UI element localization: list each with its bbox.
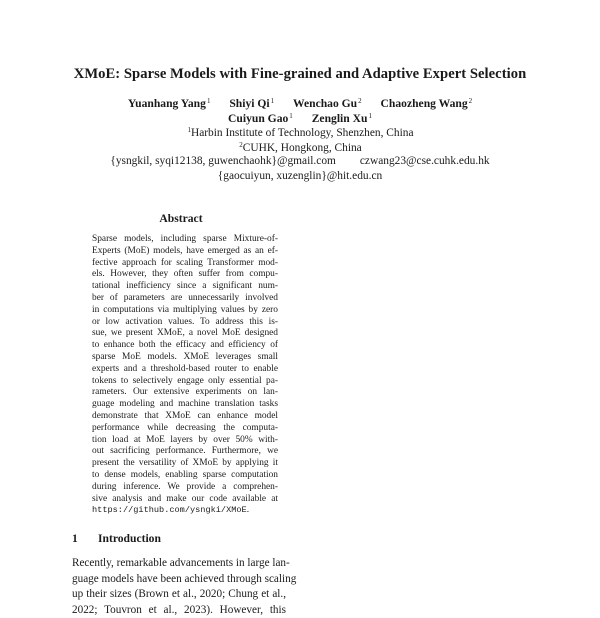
email-gmail: {ysngkil, syqi12138, guwenchaohk}@gmail.com	[110, 155, 335, 167]
introduction-line: guage models have been achieved through scaling	[72, 572, 286, 588]
abstract-line: ber of parameters are unnecessarily involved	[92, 293, 278, 305]
abstract-body	[92, 234, 278, 517]
abstract-line: tational inefficiency since a significant num-	[92, 281, 278, 293]
code-link[interactable]: https://github.com/ysngki/XMoE	[92, 505, 247, 515]
abstract-line: demonstrate that XMoE can enhance model	[92, 411, 278, 423]
affiliation-2: $^2$CUHK, Hongkong, China	[0, 141, 600, 154]
abstract-line: Sparse models, including sparse Mixture-of-	[92, 234, 278, 246]
email-line-1	[0, 155, 600, 167]
paper-title: XMoE: Sparse Models with Fine-grained and Adaptive Expert Selection	[0, 66, 600, 83]
section-title: Introduction	[98, 532, 161, 545]
author-name: Chaozheng Wang$^2$	[381, 97, 473, 110]
introduction-body	[72, 556, 286, 618]
author-name: Shiyi Qi$^1$	[229, 97, 274, 110]
abstract-line: fective approach for scaling Transformer mod-	[92, 258, 278, 270]
abstract-line: during inference. We provide a comprehen-	[92, 482, 278, 494]
abstract-heading: Abstract	[86, 212, 276, 225]
abstract-line: Experts (MoE) models, have emerged as an ef-	[92, 246, 278, 258]
abstract-line: sive analysis and make our code available at	[92, 494, 278, 506]
abstract-line: tokens to selectively engage only essential pa-	[92, 376, 278, 388]
abstract-line: performance while decreasing the computa-	[92, 423, 278, 435]
abstract-line: experts and a threshold-based router to enable	[92, 364, 278, 376]
abstract-line: sparse MoE models. XMoE leverages small	[92, 352, 278, 364]
affiliation-1: $^1$Harbin Institute of Technology, Shenzhen, China	[0, 126, 600, 139]
section-number: 1	[72, 532, 98, 545]
abstract-line: to enhance both the efficacy and efficiency of	[92, 340, 278, 352]
author-row-1	[0, 97, 600, 110]
abstract-line: sue, we present XMoE, a novel MoE designed	[92, 328, 278, 340]
introduction-line: up their sizes (Brown et al., 2020; Chung et al.,	[72, 587, 286, 603]
introduction-line: Recently, remarkable advancements in large lan-	[72, 556, 286, 572]
abstract-line: els. However, they often suffer from compu-	[92, 269, 278, 281]
author-name: Wenchao Gu$^2$	[293, 97, 362, 110]
email-cuhk: czwang23@cse.cuhk.edu.hk	[360, 155, 490, 167]
abstract-line: out sacrificing performance. Furthermore, we	[92, 446, 278, 458]
introduction-line: 2022; Touvron et al., 2023). However, this	[72, 603, 286, 618]
abstract-line: present the versatility of XMoE by applying it	[92, 458, 278, 470]
email-hit: {gaocuiyun, xuzenglin}@hit.edu.cn	[218, 170, 382, 182]
abstract-line: guage modeling and machine translation tasks	[92, 399, 278, 411]
section-heading	[72, 532, 161, 545]
author-name: Yuanhang Yang$^1$	[128, 97, 211, 110]
email-line-2	[0, 170, 600, 182]
author-name: Cuiyun Gao$^1$	[228, 112, 293, 125]
abstract-line: tion load at MoE layers by over 50% with-	[92, 435, 278, 447]
author-name: Zenglin Xu$^1$	[312, 112, 372, 125]
abstract-line: or low activation values. To address this is-	[92, 317, 278, 329]
abstract-line: to dense models, enabling sparse computation	[92, 470, 278, 482]
link-suffix: .	[247, 505, 249, 515]
abstract-line: rameters. Our extensive experiments on lan-	[92, 387, 278, 399]
abstract-line: in computations via multiplying values by zero	[92, 305, 278, 317]
author-row-2	[0, 112, 600, 125]
abstract-line	[92, 505, 278, 517]
